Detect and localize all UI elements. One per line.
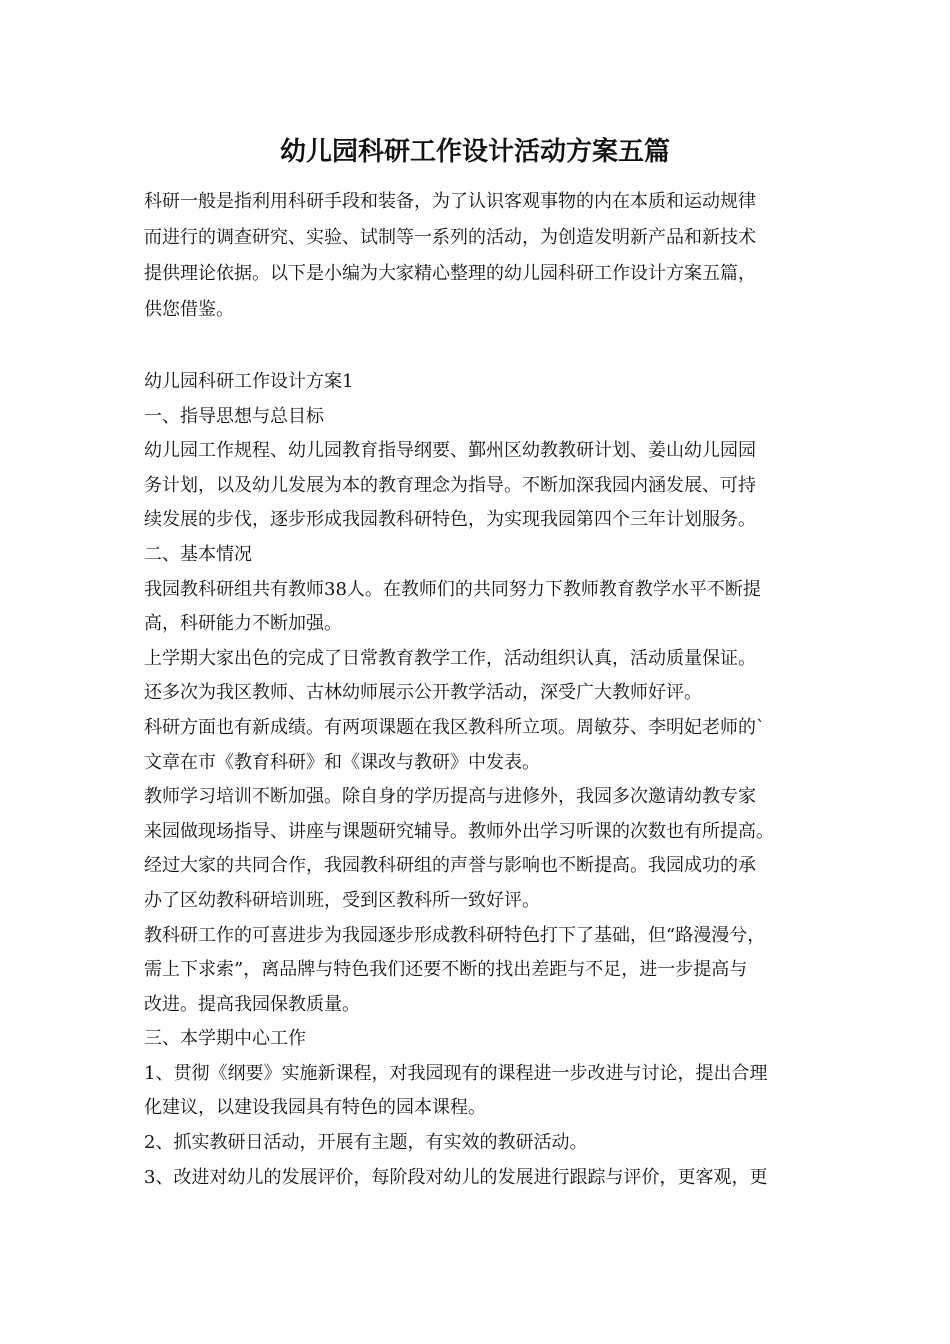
- body-line: 经过大家的共同合作，我园教科研组的声誉与影响也不断提高。我园成功的承: [144, 855, 756, 877]
- body-line: 1、贯彻《纲要》实施新课程，对我园现有的课程进一步改进与讨论，提出合理: [144, 1062, 768, 1084]
- intro-line: 科研一般是指利用科研手段和装备，为了认识客观事物的内在本质和运动规律: [144, 191, 756, 212]
- body-line: 文章在市《教育科研》和《课改与教研》中发表。: [144, 751, 540, 773]
- body-line: 务计划，以及幼儿发展为本的教育理念为指导。不断加深我园内涵发展、可持: [144, 474, 756, 496]
- body-line: 来园做现场指导、讲座与课题研究辅导。教师外出学习听课的次数也有所提高。: [144, 820, 774, 842]
- body-line: 教科研工作的可喜进步为我园逐步形成教科研特色打下了基础，但“路漫漫兮，: [144, 924, 766, 946]
- section-heading: 一、指导思想与总目标: [144, 405, 324, 427]
- body-line: 续发展的步伐，逐步形成我园教科研特色，为实现我园第四个三年计划服务。: [144, 509, 756, 531]
- section-heading: 幼儿园科研工作设计方案1: [144, 371, 354, 392]
- body-line: 上学期大家出色的完成了日常教育教学工作，活动组织认真，活动质量保证。: [144, 647, 756, 669]
- intro-paragraph: [144, 184, 824, 328]
- document-title: 幼儿园科研工作设计活动方案五篇: [279, 137, 670, 167]
- intro-line: 而进行的调查研究、实验、试制等一系列的活动，为创造发明新产品和新技术: [144, 227, 756, 248]
- section-heading: 三、本学期中心工作: [144, 1028, 306, 1050]
- intro-line: 供您借鉴。: [144, 299, 234, 320]
- body-line: 3、改进对幼儿的发展评价，每阶段对幼儿的发展进行跟踪与评价，更客观，更: [144, 1166, 768, 1188]
- body-line: 办了区幼教科研培训班，受到区教科所一致好评。: [144, 889, 540, 911]
- body-line: 2、抓实教研日活动，开展有主题，有实效的教研活动。: [144, 1132, 588, 1154]
- body-line: 化建议，以建设我园具有特色的园本课程。: [144, 1097, 486, 1119]
- body-line: 我园教科研组共有教师38人。在教师们的共同努力下教师教育教学水平不断提: [144, 578, 761, 600]
- document-body: [144, 365, 834, 1195]
- body-line: 还多次为我区教师、古林幼师展示公开教学活动，深受广大教师好评。: [144, 682, 702, 704]
- body-line: 高，科研能力不断加强。: [144, 613, 342, 635]
- intro-line: 提供理论依据。以下是小编为大家精心整理的幼儿园科研工作设计方案五篇，: [144, 263, 756, 284]
- body-line: 幼儿园工作规程、幼儿园教育指导纲要、鄞州区幼教教研计划、姜山幼儿园园: [144, 440, 756, 462]
- body-line: 改进。提高我园保教质量。: [144, 993, 360, 1015]
- body-line: 科研方面也有新成绩。有两项课题在我区教科所立项。周敏芬、李明妃老师的`: [144, 716, 765, 738]
- section-heading: 二、基本情况: [144, 543, 252, 565]
- body-line: 教师学习培训不断加强。除自身的学历提高与进修外，我园多次邀请幼教专家: [144, 786, 756, 808]
- body-line: 需上下求索”，离品牌与特色我们还要不断的找出差距与不足，进一步提高与: [144, 959, 748, 981]
